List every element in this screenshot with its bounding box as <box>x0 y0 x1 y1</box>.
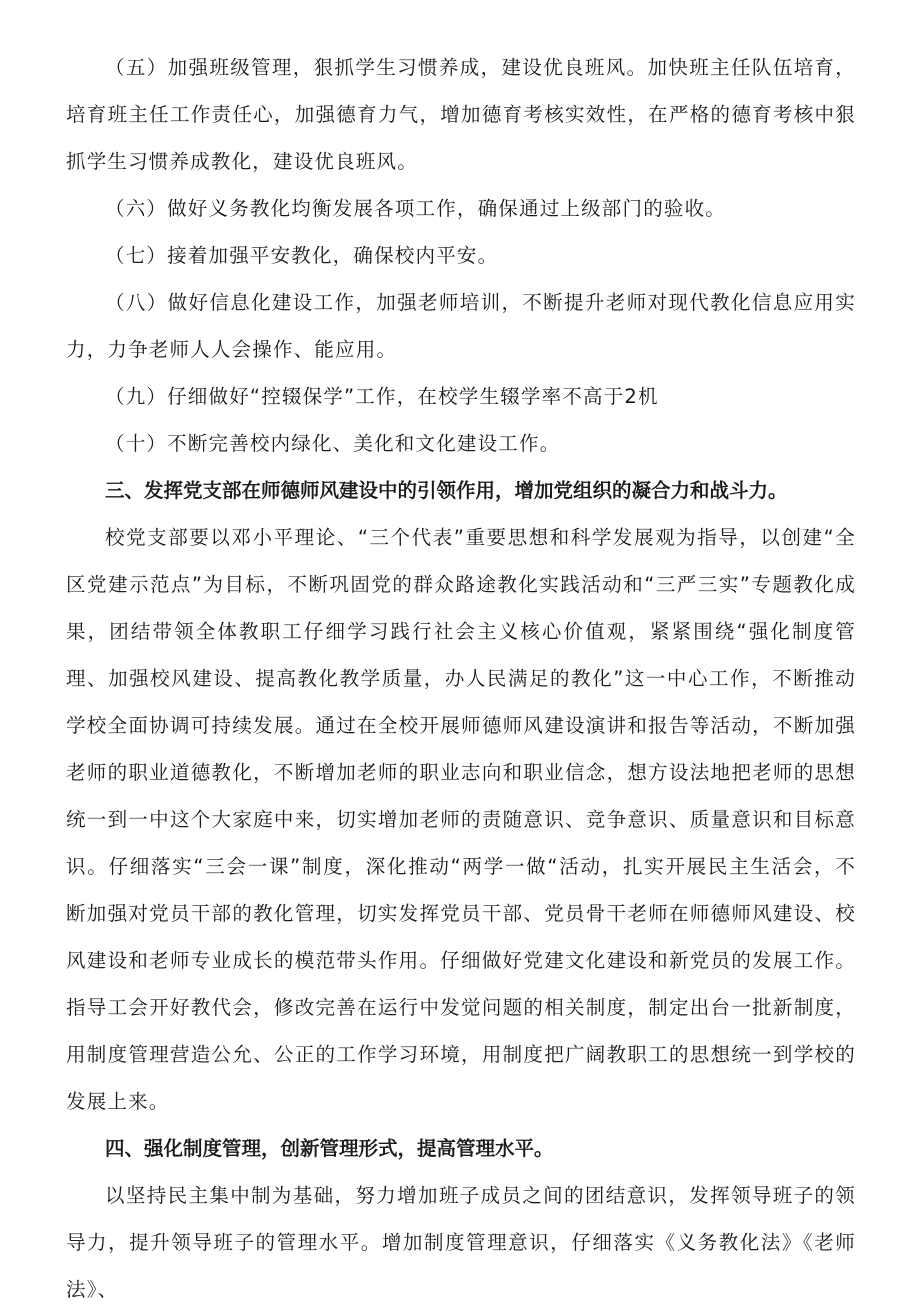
section-3-body: 校党支部要以邓小平理论、“三个代表”重要思想和科学发展观为指导，以创建“全区党建示范点”为目标，不断巩固党的群众路途教化实践活动和“三严三实”专题教化成果，团结带领全体教职工仔细学习践行社会主义核心价值观，紧紧围绕“强化制度管理、加强校风建设、提高教化教学质量，办人民满足的教化”这一中心工作，不断推动学校全面协调可持续发展。通过在全校开展师德师风建设演讲和报告等活动，不断加强老师的职业道德教化，不断增加老师的职业志向和职业信念，想方设法地把老师的思想统一到一中这个大家庭中来，切实增加老师的责随意识、竞争意识、质量意识和目标意识。仔细落实“三会一课”制度，深化推动“两学一做“活动，扎实开展民主生活会，不断加强对党员干部的教化管理，切实发挥党员干部、党员骨干老师在师德师风建设、校风建设和老师专业成长的模范带头作用。仔细做好党建文化建设和新党员的发展工作。指导工会开好教代会，修改完善在运行中发觉问题的相关制度，制定出台一批新制度，用制度管理营造公允、公正的工作学习环境，用制度把广阔教职工的思想统一到学校的发展上来。 <box>66 526 856 1113</box>
paragraph-item-5: （五）加强班级管理，狠抓学生习惯养成，建设优良班风。加快班主任队伍培育，培育班主任工作责任心，加强德育力气，增加德育考核实效性，在严格的德育考核中狠抓学生习惯养成教化，建设优良班风。 <box>66 56 856 173</box>
section-heading-4: 四、强化制度管理，创新管理形式，提高管理水平。 <box>105 1137 554 1160</box>
section-heading-3: 三、发挥党支部在师德师风建设中的引领作用，增加党组织的凝合力和战斗力。 <box>105 479 788 502</box>
paragraph-item-6: （六）做好义务教化均衡发展各项工作，确保通过上级部门的验收。 <box>105 197 727 220</box>
section-4-body: 以坚持民主集中制为基础，努力增加班子成员之间的团结意识，发挥领导班子的领导力，提升领导班子的管理水平。增加制度管理意识，仔细落实《义务教化法》《老师法》、 <box>66 1184 856 1301</box>
paragraph-item-9: （九）仔细做好“控辍保学”工作，在校学生辍学率不高于2机 <box>105 385 659 408</box>
document-page <box>66 44 856 1313</box>
paragraph-item-10: （十）不断完善校内绿化、美化和文化建设工作。 <box>105 432 561 455</box>
paragraph-item-8: （八）做好信息化建设工作，加强老师培训，不断提升老师对现代教化信息应用实力，力争老师人人会操作、能应用。 <box>66 291 856 361</box>
paragraph-item-7: （七）接着加强平安教化，确保校内平安。 <box>105 244 499 267</box>
